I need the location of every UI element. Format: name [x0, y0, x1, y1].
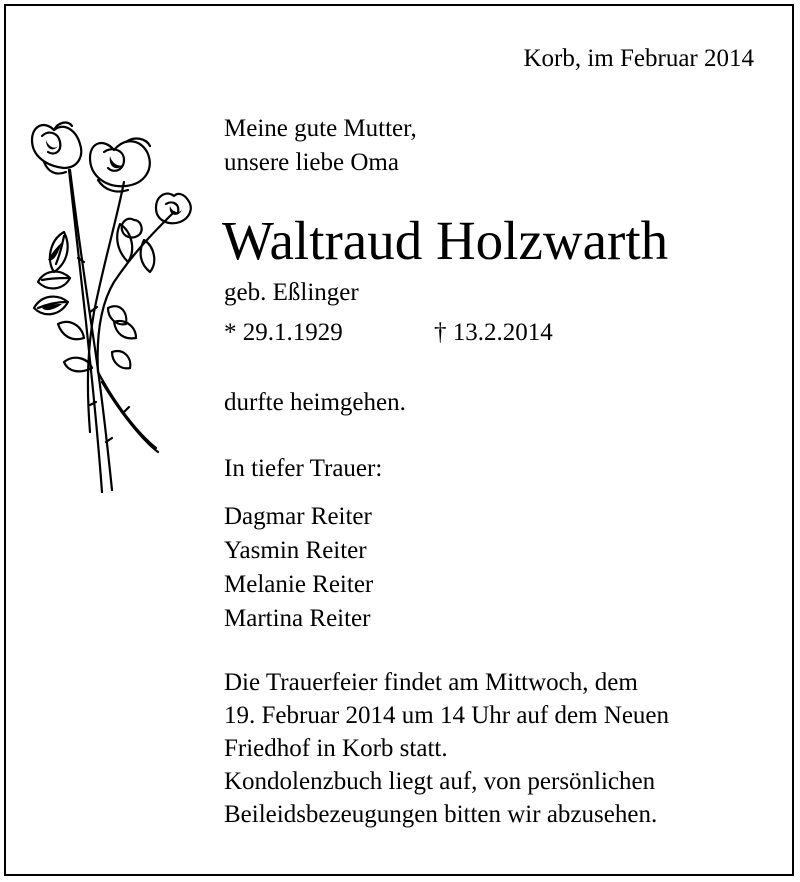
mourners-list: [224, 500, 373, 636]
intro-line: Meine gute Mutter,: [224, 115, 417, 142]
statement-text: durfte heimgehen.: [224, 389, 406, 416]
mourner-name: Dagmar Reiter: [224, 503, 372, 530]
deceased-name: Waltraud Holzwarth: [222, 210, 669, 271]
funeral-line: Kondolenzbuch liegt auf, von persönlichen: [224, 768, 656, 795]
funeral-line: 19. Februar 2014 um 14 Uhr auf dem Neuen: [224, 702, 670, 729]
mourner-name: Melanie Reiter: [224, 571, 374, 598]
place-date: Korb, im Februar 2014: [523, 45, 754, 72]
mourning-heading: In tiefer Trauer:: [224, 455, 383, 482]
intro-text: [224, 112, 417, 180]
mourner-name: Yasmin Reiter: [224, 537, 367, 564]
funeral-line: Beileidsbezeugungen bitten wir abzusehen.: [224, 801, 658, 828]
mourner-name: Martina Reiter: [224, 605, 371, 632]
intro-line: unsere liebe Oma: [224, 149, 399, 176]
funeral-info: [224, 666, 669, 831]
birth-name: geb. Eßlinger: [224, 279, 359, 306]
birth-date: * 29.1.1929: [224, 319, 343, 346]
funeral-line: Die Trauerfeier findet am Mittwoch, dem: [224, 669, 638, 696]
funeral-line: Friedhof in Korb statt.: [224, 735, 448, 762]
death-date: † 13.2.2014: [434, 319, 553, 346]
roses-bouquet-icon: [24, 112, 204, 502]
